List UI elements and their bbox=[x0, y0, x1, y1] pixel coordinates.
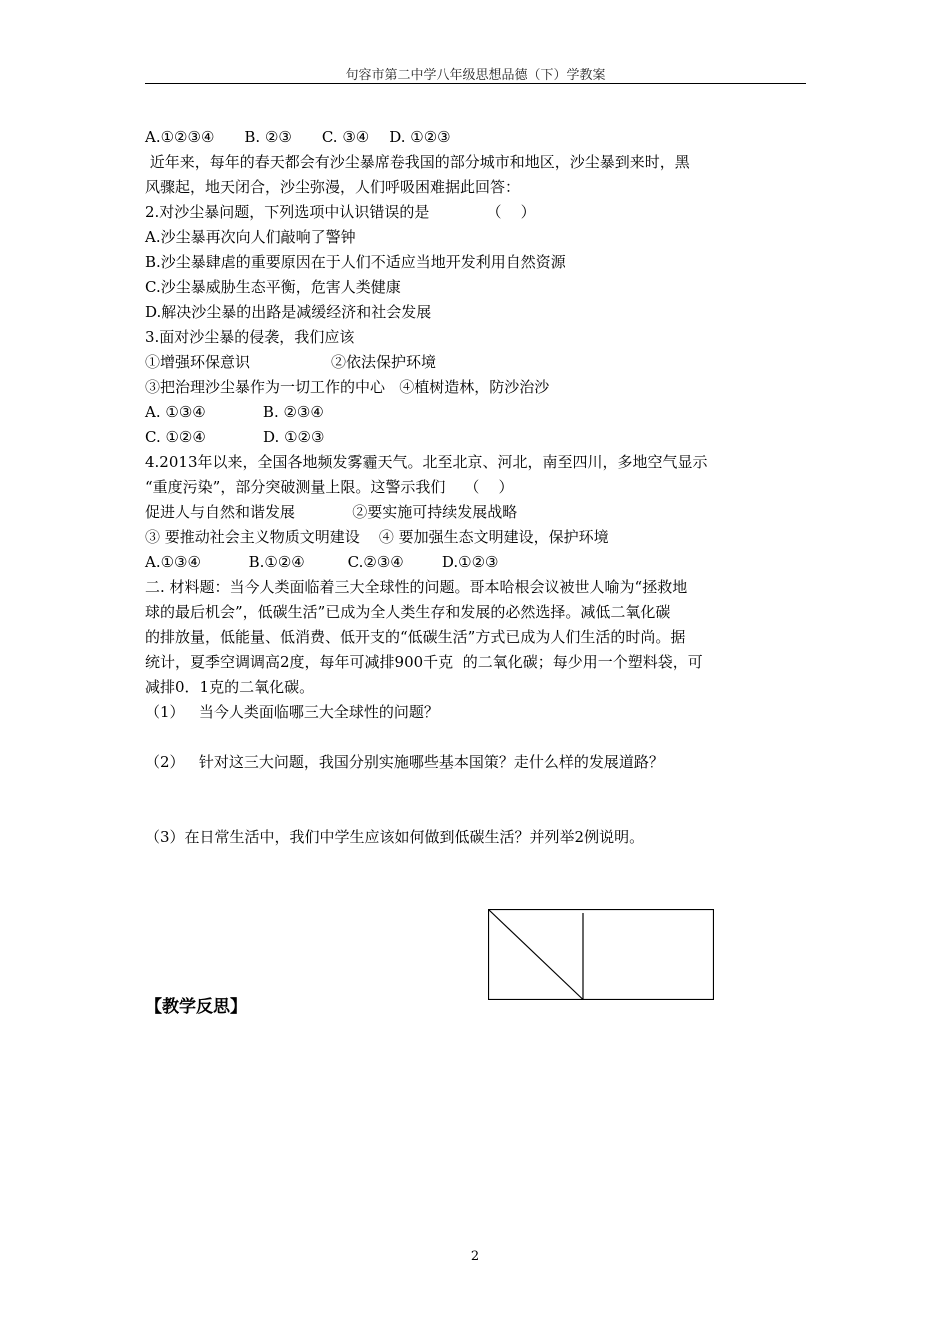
text-line: A.沙尘暴再次向人们敲响了警钟 bbox=[145, 228, 356, 246]
text-line: 统计，夏季空调调高2度，每年可减排900千克 的二氧化碳；每少用一个塑料袋，可 bbox=[145, 653, 703, 671]
page-number: 2 bbox=[470, 1249, 480, 1264]
reflection-heading: 【教学反思】 bbox=[145, 997, 247, 1017]
text-line: 减排0．1克的二氧化碳。 bbox=[145, 678, 315, 696]
text-line: C.沙尘暴威胁生态平衡，危害人类健康 bbox=[145, 278, 401, 296]
text-line: A. ①③④ B. ②③④ bbox=[145, 403, 324, 421]
text-line: 近年来，每年的春天都会有沙尘暴席卷我国的部分城市和地区，沙尘暴到来时，黑 bbox=[145, 153, 690, 171]
text-line: 3.面对沙尘暴的侵袭，我们应该 bbox=[145, 328, 355, 346]
text-line: A.①③④ B.①②④ C.②③④ D.①②③ bbox=[145, 553, 499, 571]
text-line: B.沙尘暴肆虐的重要原因在于人们不适应当地开发利用自然资源 bbox=[145, 253, 566, 271]
header-rule bbox=[145, 83, 806, 84]
text-line: 二. 材料题：当今人类面临着三大全球性的问题。哥本哈根会议被世人喻为“拯救地 bbox=[145, 578, 688, 596]
drawing-box bbox=[488, 909, 714, 1000]
page-header: 句容市第二中学八年级思想品德（下）学教案 bbox=[345, 68, 606, 83]
text-line: 2.对沙尘暴问题，下列选项中认识错误的是 （ ） bbox=[145, 203, 536, 221]
text-line: （3）在日常生活中，我们中学生应该如何做到低碳生活？并列举2例说明。 bbox=[145, 828, 645, 846]
text-line: C. ①②④ D. ①②③ bbox=[145, 428, 325, 446]
text-line: D.解决沙尘暴的出路是减缓经济和社会发展 bbox=[145, 303, 432, 321]
text-line: “重度污染”，部分突破测量上限。这警示我们 （ ） bbox=[145, 478, 514, 496]
text-line: 促进人与自然和谐发展 ②要实施可持续发展战略 bbox=[145, 503, 518, 521]
text-line: ①增强环保意识 ②依法保护环境 bbox=[145, 353, 437, 371]
text-line: （2） 针对这三大问题，我国分别实施哪些基本国策？走什么样的发展道路？ bbox=[145, 753, 664, 771]
answer-option: A.①②③④ bbox=[145, 128, 215, 146]
answer-option: B. ②③ bbox=[244, 128, 292, 146]
text-line bbox=[145, 127, 451, 147]
text-line: 球的最后机会”，低碳生活”已成为全人类生存和发展的必然选择。减低二氧化碳 bbox=[145, 603, 671, 621]
text-line: ③ 要推动社会主义物质文明建设 ④ 要加强生态文明建设，保护环境 bbox=[145, 528, 609, 546]
answer-option: D. ①②③ bbox=[389, 128, 451, 146]
answer-option: C. ③④ bbox=[321, 128, 370, 146]
text-line: 风骤起，地天闭合，沙尘弥漫，人们呼吸困难据此回答： bbox=[145, 178, 521, 196]
text-line: ③把治理沙尘暴作为一切工作的中心 ④植树造林，防沙治沙 bbox=[145, 378, 550, 396]
text-line: 的排放量，低能量、低消费、低开支的“低碳生活”方式已成为人们生活的时尚。据 bbox=[145, 628, 686, 646]
text-line: （1） 当今人类面临哪三大全球性的问题？ bbox=[145, 703, 439, 721]
text-line: 4.2013年以来，全国各地频发雾霾天气。北至北京、河北，南至四川，多地空气显示 bbox=[145, 453, 708, 471]
